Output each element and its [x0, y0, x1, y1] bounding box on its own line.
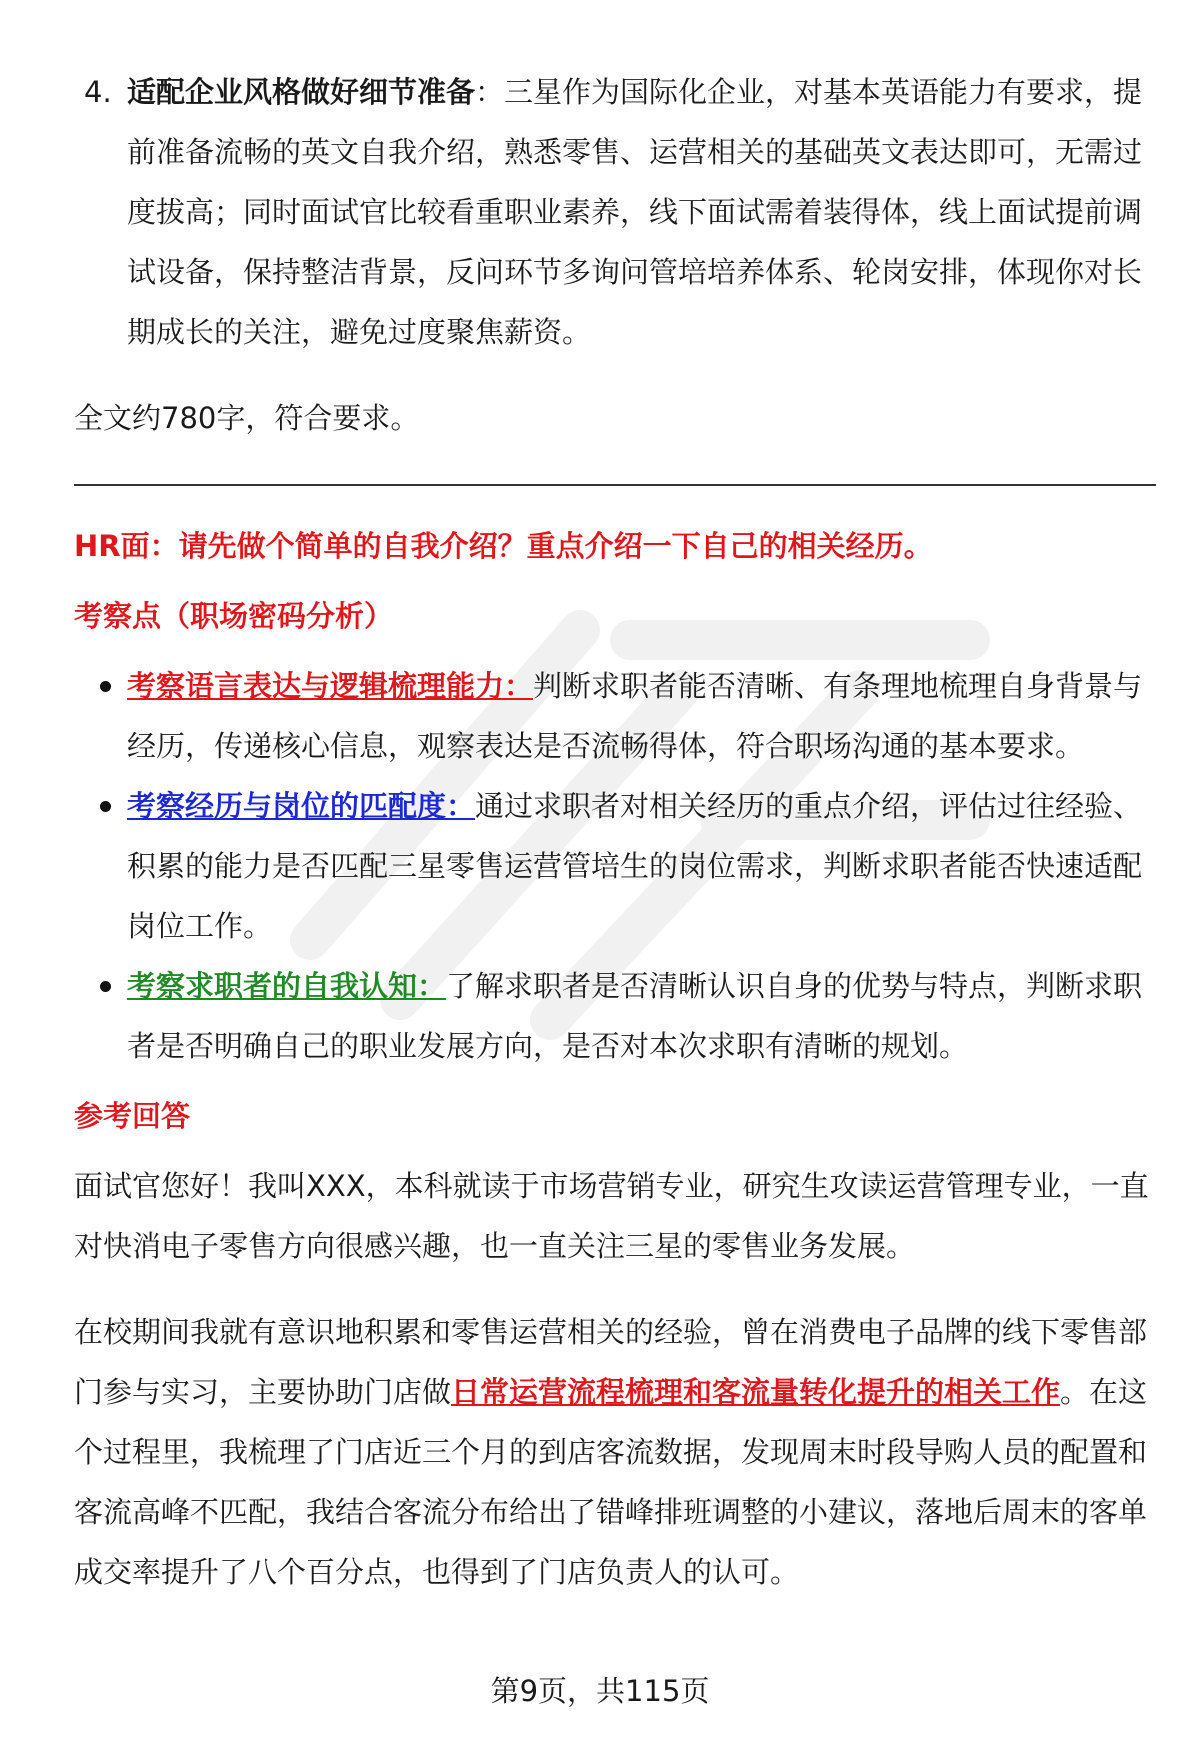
focus-point — [74, 776, 1154, 956]
bullet-icon — [100, 981, 111, 992]
answer-text: 在校期间我就有意识地积累和零售运营相关的经验，曾在消费电子品牌的线下零售部门参与实习，主要协助门店做 — [74, 1315, 1148, 1409]
focus-point-text: 了解求职者是否清晰认识自身的优势与特点，判断求职者是否明确自己的职业发展方向，是否对本次求职有清晰的规划。 — [127, 969, 1143, 1063]
focus-point-label: 考察求职者的自我认知： — [127, 969, 447, 1003]
answer-highlight: 日常运营流程梳理和客流量转化提升的相关工作 — [451, 1375, 1061, 1409]
page-footer: 第9页，共115页 — [490, 1674, 710, 1708]
page-content — [74, 62, 1154, 1602]
bullet-icon — [100, 681, 111, 692]
list-number: 4. — [84, 75, 112, 109]
bullet-icon — [100, 801, 111, 812]
word-count-note: 全文约780字，符合要求。 — [74, 401, 420, 435]
answer-paragraph-2 — [74, 1302, 1154, 1602]
answer-heading: 参考回答 — [74, 1099, 191, 1133]
item-text: ：三星作为国际化企业，对基本英语能力有要求，提前准备流畅的英文自我介绍，熟悉零售、运营相关的基础英文表达即可，无需过度拔高；同时面试官比较看重职业素养，线下面试需着装得体，线上面试提前调试设备，保持整洁背景，反问环节多询问管培培养体系、轮岗安排，体现你对长期成长的关注，避免过度聚焦薪资。 — [127, 75, 1143, 349]
focus-point — [74, 656, 1154, 776]
focus-point-label: 考察经历与岗位的匹配度： — [127, 789, 476, 823]
focus-point-text: 通过求职者对相关经历的重点介绍，评估过往经验、积累的能力是否匹配三星零售运营管培生的岗位需求，判断求职者能否快速适配岗位工作。 — [127, 789, 1143, 943]
answer-text: 。在这个过程里，我梳理了门店近三个月的到店客流数据，发现周末时段导购人员的配置和客流高峰不匹配，我结合客流分布给出了错峰排班调整的小建议，落地后周末的客单成交率提升了八个百分点，也得到了门店负责人的认可。 — [74, 1375, 1148, 1589]
answer-paragraph-1: 面试官您好！我叫XXX，本科就读于市场营销专业，研究生攻读运营管理专业，一直对快消电子零售方向很感兴趣，也一直关注三星的零售业务发展。 — [74, 1169, 1149, 1263]
focus-heading: 考察点（职场密码分析） — [74, 599, 394, 633]
focus-points-list — [74, 656, 1154, 1076]
item-heading: 适配企业风格做好细节准备 — [127, 75, 476, 109]
focus-point-text: 判断求职者能否清晰、有条理地梳理自身背景与经历，传递核心信息，观察表达是否流畅得体，符合职场沟通的基本要求。 — [127, 669, 1143, 763]
focus-point — [74, 956, 1154, 1076]
section-divider — [74, 484, 1156, 486]
focus-point-label: 考察语言表达与逻辑梳理能力： — [127, 669, 534, 703]
interview-question: HR面：请先做个简单的自我介绍？重点介绍一下自己的相关经历。 — [74, 529, 933, 563]
ordered-list-item-4 — [74, 62, 1154, 362]
